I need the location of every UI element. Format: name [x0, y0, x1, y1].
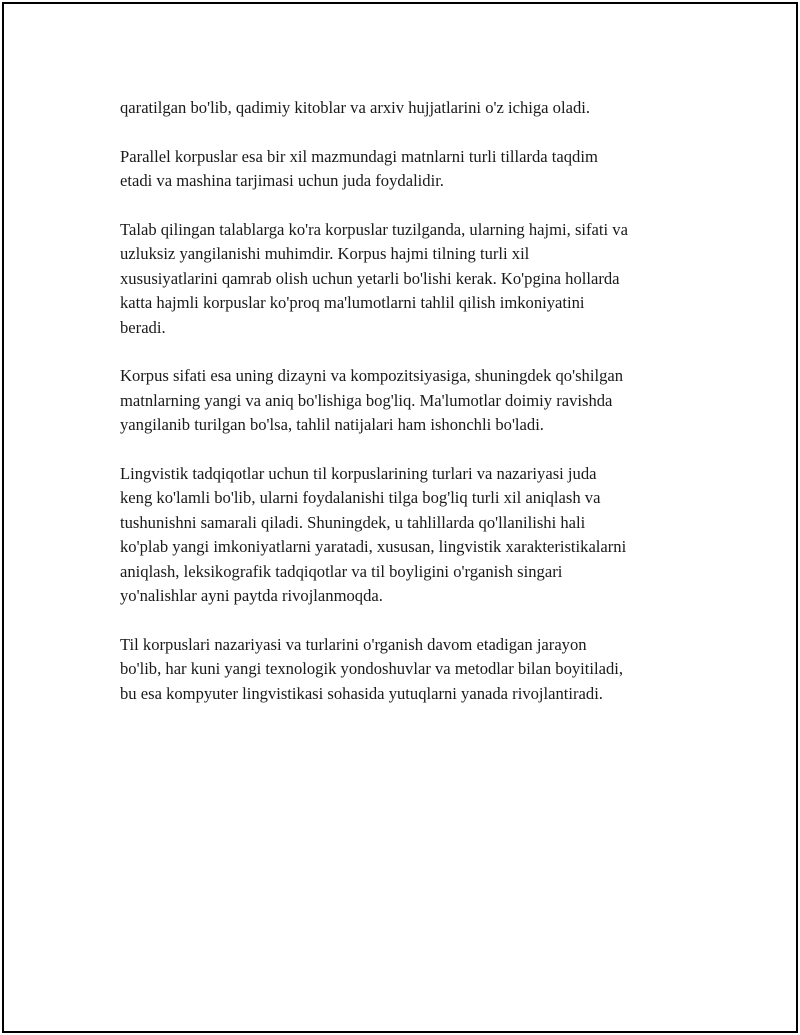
paragraph-3: Talab qilingan talablarga ko'ra korpuslar tuzilganda, ularning hajmi, sifati va uzluksiz yangilanishi muhimdir. Korpus hajmi tilning turli xil xususiyatlarini qamrab olish uchun yetarli bo'lishi kerak. Ko'pgina hollarda katta hajmli korpuslar ko'proq ma'lumotlarni tahlil qilish imkoniyatini beradi.	[120, 220, 628, 337]
paragraph-2: Parallel korpuslar esa bir xil mazmundagi matnlarni turli tillarda taqdim etadi va mashina tarjimasi uchun juda foydalidir.	[120, 146, 598, 191]
document-body	[120, 96, 700, 730]
paragraph-6: Til korpuslari nazariyasi va turlarini o'rganish davom etadigan jarayon bo'lib, har kuni yangi texnologik yondoshuvlar va metodlar bilan boyitiladi, bu esa kompyuter lingvistikasi sohasida yutuqlarni yanada rivojlantiradi.	[120, 634, 624, 703]
paragraph-4: Korpus sifati esa uning dizayni va kompozitsiyasiga, shuningdek qo'shilgan matnlarning yangi va aniq bo'lishiga bog'liq. Ma'lumotlar doimiy ravishda yangilanib turilgan bo'lsa, tahlil natijalari ham ishonchli bo'ladi.	[120, 366, 624, 435]
paragraph-1: qaratilgan bo'lib, qadimiy kitoblar va arxiv hujjatlarini o'z ichiga oladi.	[120, 98, 591, 117]
paragraph-5: Lingvistik tadqiqotlar uchun til korpuslarining turlari va nazariyasi juda keng ko'lamli bo'lib, ularni foydalanishi tilga bog'liq turli xil aniqlash va tushunishni samarali qiladi. Shuningdek, u tahlillarda qo'llanilishi hali ko'plab yangi imkoniyatlarni yaratadi, xususan, lingvistik xarakteristikalarni aniqlash, leksikografik tadqiqotlar va til boyligini o'rganish singari yo'nalishlar ayni paytda rivojlanmoqda.	[120, 464, 627, 606]
document-page	[2, 2, 798, 1033]
